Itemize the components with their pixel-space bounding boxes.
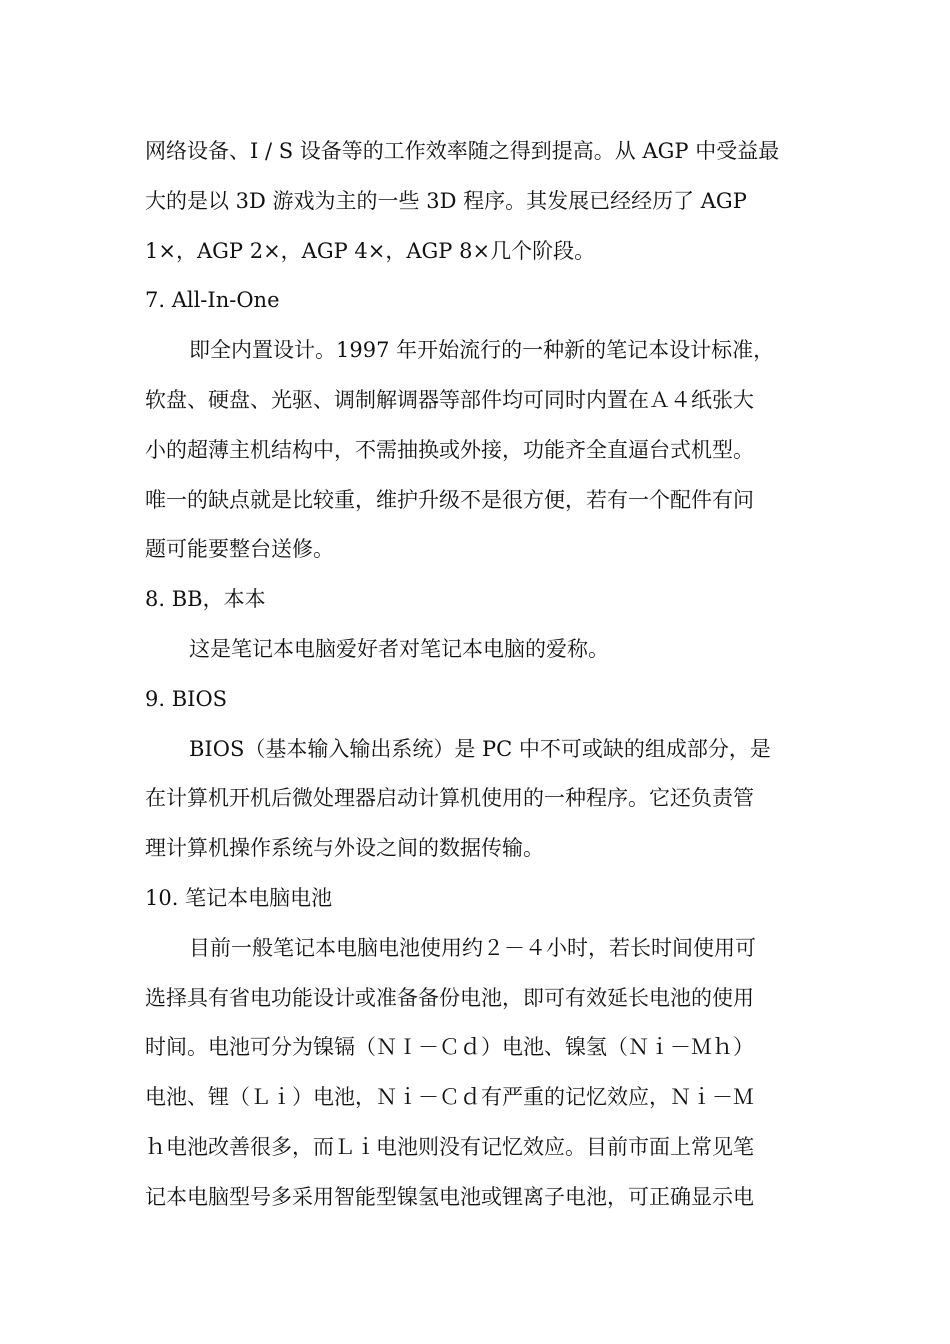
paragraph-line: 电池、锂（Ｌｉ）电池，Ｎｉ－Ｃｄ有严重的记忆效应，Ｎｉ－Ｍ [145,1085,754,1110]
paragraph-line: ｈ电池改善很多，而Ｌｉ电池则没有记忆效应。目前市面上常见笔 [145,1134,754,1159]
paragraph-line: 选择具有省电功能设计或准备备份电池，即可有效延长电池的使用 [145,985,754,1010]
paragraph-line: 即全内置设计。1997 年开始流行的一种新的笔记本设计标准， [189,338,775,363]
paragraph-line: 题可能要整台送修。 [145,537,334,562]
paragraph-line: BIOS（基本输入输出系统）是 PC 中不可或缺的组成部分，是 [189,736,771,761]
paragraph-line: 目前一般笔记本电脑电池使用约２－４小时，若长时间使用可 [189,935,756,960]
section-heading-bios: 9. BIOS [145,686,228,711]
section-heading-all-in-one: 7. All-In-One [145,288,280,313]
paragraph-line: 软盘、硬盘、光驱、调制解调器等部件均可同时内置在Ａ４纸张大 [145,387,754,412]
paragraph-line: 大的是以 3D 游戏为主的一些 3D 程序。其发展已经经历了 AGP [145,188,747,213]
paragraph-line: 理计算机操作系统与外设之间的数据传输。 [145,836,544,861]
section-heading-bb: 8. BB，本本 [145,587,266,612]
paragraph-line: 在计算机开机后微处理器启动计算机使用的一种程序。它还负责管 [145,786,754,811]
paragraph-line: 这是笔记本电脑爱好者对笔记本电脑的爱称。 [189,636,609,661]
paragraph-line: 时间。电池可分为镍镉（ＮＩ－Ｃｄ）电池、镍氢（Ｎｉ－Ｍｈ） [145,1035,754,1060]
section-heading-battery: 10. 笔记本电脑电池 [145,885,333,910]
paragraph-line: 网络设备、I / S 设备等的工作效率随之得到提高。从 AGP 中受益最 [145,139,780,163]
paragraph-line: 记本电脑型号多采用智能型镍氢电池或锂离子电池，可正确显示电 [145,1184,754,1209]
paragraph-line: 唯一的缺点就是比较重，维护升级不是很方便，若有一个配件有问 [145,487,754,512]
document-body [145,127,805,1223]
paragraph-line: 1×，AGP 2×，AGP 4×，AGP 8×几个阶段。 [145,238,596,263]
paragraph-line: 小的超薄主机结构中，不需抽换或外接，功能齐全直逼台式机型。 [145,437,754,462]
